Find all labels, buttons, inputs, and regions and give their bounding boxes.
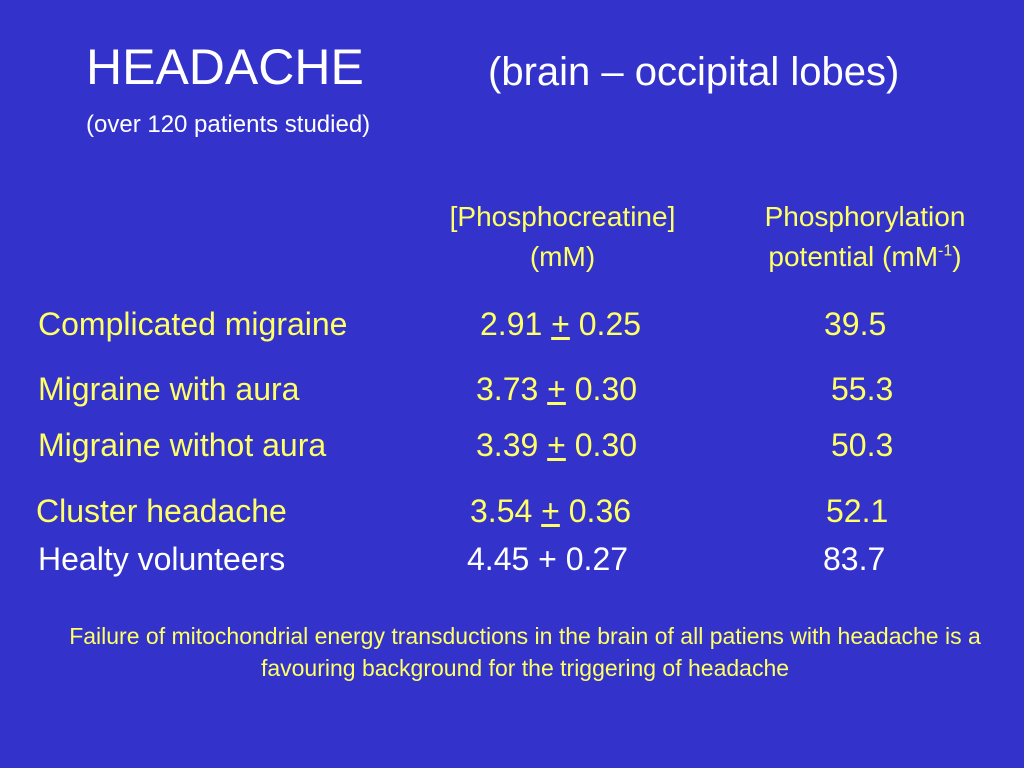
table-row-label: Migraine with aura [38,371,300,407]
plus-minus-sign: + [541,493,560,529]
table-row-label: Healty volunteers [38,541,286,577]
column-header-pp-line2-suffix: ) [952,241,962,272]
table-row-pcr [480,308,641,340]
slide-title: HEADACHE [86,39,364,95]
column-header-pp-line1: Phosphorylation [764,201,966,232]
column-header-phosphocreatine [420,197,705,277]
slide-subtitle-region: (brain – occipital lobes) [488,50,900,94]
pcr-mean: 3.73 [476,371,539,407]
column-header-phosphocreatine-line2: (mM) [529,241,596,272]
table-row-pp: 83.7 [823,541,886,577]
table-row-pcr [476,373,637,405]
column-header-phosphocreatine-line1: [Phosphocreatine] [449,201,676,232]
table-row-pp: 50.3 [831,427,894,463]
table-row-pp: 52.1 [826,493,889,529]
plus-minus-sign: + [538,541,557,577]
pcr-sd: 0.27 [565,541,629,577]
table-row-pcr [467,543,628,575]
pcr-mean: 4.45 [467,541,530,577]
column-header-pp-line2-prefix: potential (mM [768,241,939,272]
pcr-sd: 0.30 [574,371,638,407]
table-row-pcr [476,429,637,461]
plus-minus-sign: + [551,306,570,342]
column-header-pp-line2 [735,237,995,277]
table-row-pcr [470,495,631,527]
pcr-mean: 3.54 [470,493,533,529]
pcr-mean: 3.39 [476,427,539,463]
pcr-sd: 0.25 [578,306,642,342]
plus-minus-sign: + [547,371,566,407]
slide-subtitle-sample: (over 120 patients studied) [86,111,371,138]
table-row-label: Cluster headache [36,493,287,529]
pcr-sd: 0.36 [568,493,632,529]
pcr-sd: 0.30 [574,427,638,463]
pcr-mean: 2.91 [480,306,543,342]
column-header-pp-line2-sup: -1 [938,242,953,260]
table-row-label: Migraine withot aura [38,427,327,463]
conclusion-footnote: Failure of mitochondrial energy transductions in the brain of all patiens with headache is a favouring background for the triggering of headache [69,623,981,681]
table-row-label: Complicated migraine [38,306,348,342]
table-row-pp: 39.5 [824,306,887,342]
column-header-phosphorylation-potential [735,197,995,277]
plus-minus-sign: + [547,427,566,463]
table-row-pp: 55.3 [831,371,894,407]
